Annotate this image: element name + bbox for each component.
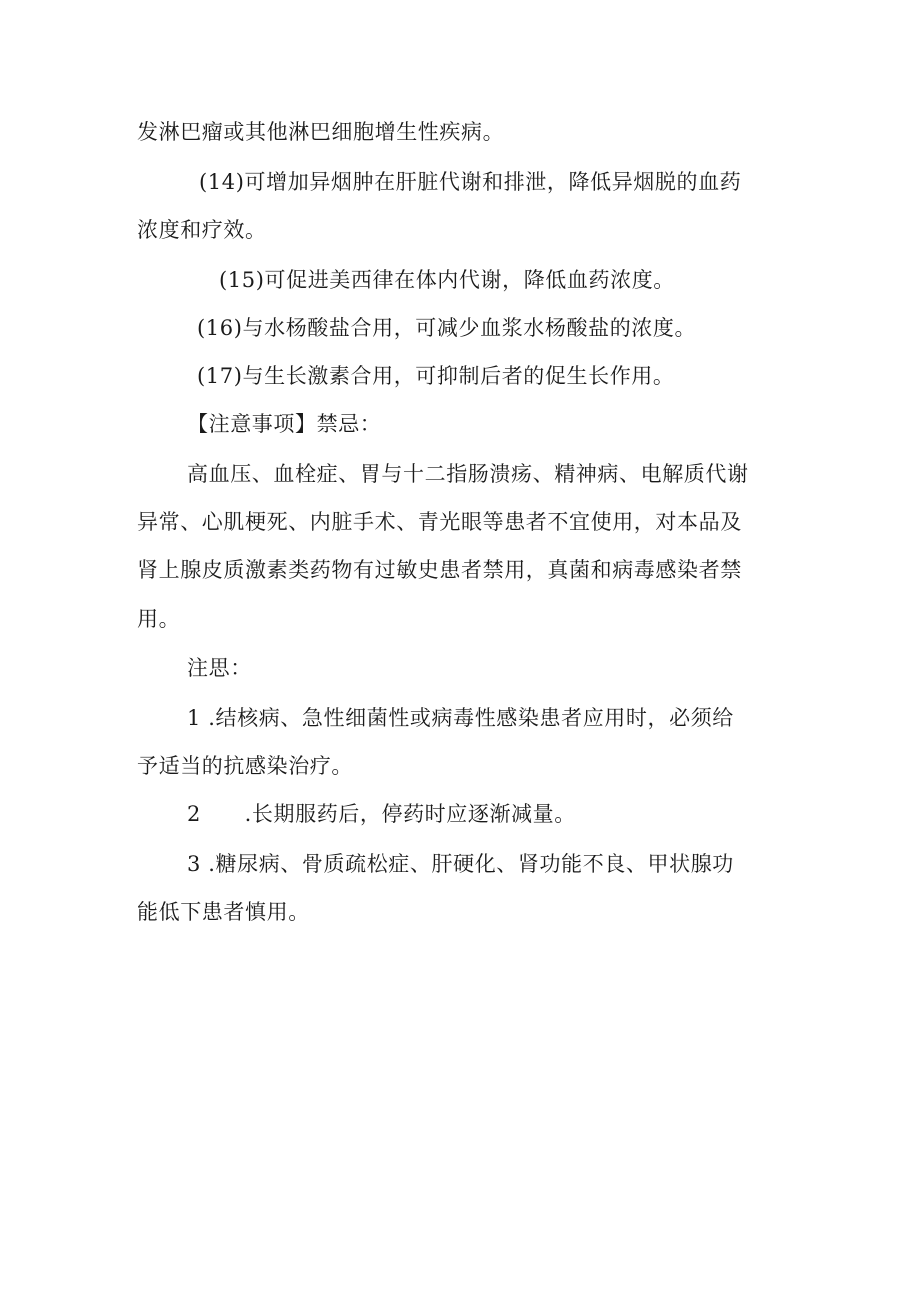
text-line: 发淋巴瘤或其他淋巴细胞增生性疾病。 xyxy=(137,120,505,144)
text-line: (16)与水杨酸盐合用，可减少血浆水杨酸盐的浓度。 xyxy=(197,316,697,340)
list-item: 2 .长期服药后，停药时应逐渐减量。 xyxy=(187,802,576,826)
text-line: 异常、心肌梗死、内脏手术、青光眼等患者不宜使用，对本品及 xyxy=(137,510,742,534)
text-line: 予适当的抗感染治疗。 xyxy=(137,754,353,778)
text-line: (14)可增加异烟肿在肝脏代谢和排泄，降低异烟脱的血药 xyxy=(199,170,742,194)
text-line: 用。 xyxy=(137,607,181,631)
subheading: 注思： xyxy=(187,656,252,680)
list-item: 3 .糖尿病、骨质疏松症、肝硬化、肾功能不良、甲状腺功 xyxy=(187,852,734,876)
text-line: (17)与生长激素合用，可抑制后者的促生长作用。 xyxy=(197,364,675,388)
text-line: (15)可促进美西律在体内代谢，降低血药浓度。 xyxy=(219,268,675,292)
text-line: 能低下患者慎用。 xyxy=(137,900,310,924)
list-item: 1 .结核病、急性细菌性或病毒性感染患者应用时，必须给 xyxy=(187,706,734,730)
text-line: 肾上腺皮质激素类药物有过敏史患者禁用，真菌和病毒感染者禁 xyxy=(137,558,742,582)
text-line: 浓度和疗效。 xyxy=(137,218,267,242)
section-heading: 【注意事项】禁忌： xyxy=(187,412,382,436)
text-line: 高血压、血栓症、胃与十二指肠溃疡、精神病、电解质代谢 xyxy=(187,462,749,486)
